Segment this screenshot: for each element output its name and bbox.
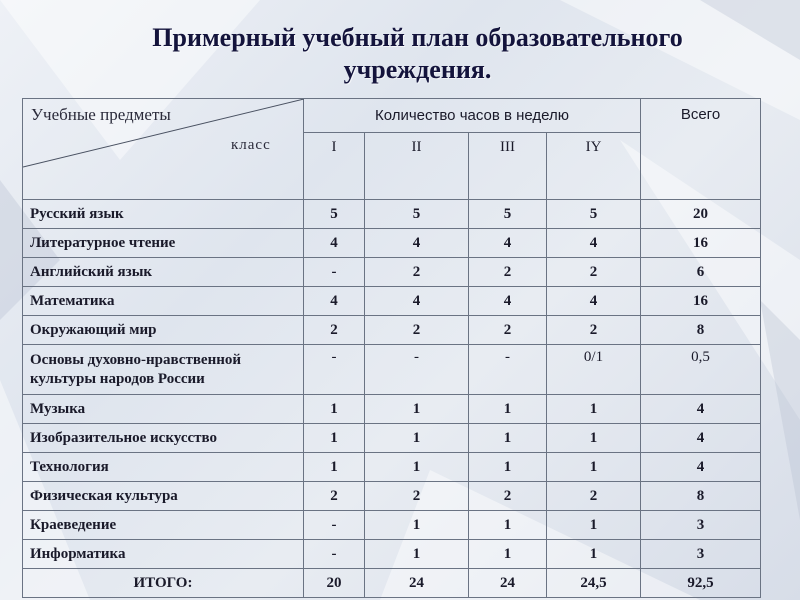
hours-cell: - — [304, 540, 365, 569]
table-row — [23, 200, 761, 229]
class-header: класс — [231, 137, 271, 153]
hours-cell: 4 — [547, 229, 641, 258]
hours-cell: 4 — [547, 287, 641, 316]
totals-cell: 24,5 — [547, 569, 641, 598]
hours-cell: - — [365, 345, 469, 395]
subjects-header: Учебные предметы — [31, 105, 171, 124]
hours-cell: 5 — [365, 200, 469, 229]
total-cell: 8 — [641, 482, 761, 511]
hours-cell: 1 — [547, 424, 641, 453]
hours-cell: 1 — [469, 395, 547, 424]
header-row-1 — [23, 99, 761, 133]
total-cell: 16 — [641, 229, 761, 258]
hours-cell: - — [304, 345, 365, 395]
grand-total-cell: 92,5 — [641, 569, 761, 598]
total-cell: 6 — [641, 258, 761, 287]
hours-cell: 1 — [304, 453, 365, 482]
table-row — [23, 482, 761, 511]
hours-cell: 1 — [304, 424, 365, 453]
hours-cell: - — [304, 258, 365, 287]
hours-cell: 1 — [469, 424, 547, 453]
total-cell: 16 — [641, 287, 761, 316]
hours-cell: 5 — [547, 200, 641, 229]
grade-header-2: II — [365, 133, 469, 200]
page-title — [0, 22, 800, 86]
hours-cell: 1 — [547, 453, 641, 482]
hours-cell: 4 — [365, 287, 469, 316]
hours-cell: 1 — [469, 453, 547, 482]
table-row — [23, 229, 761, 258]
grade-header-3: III — [469, 133, 547, 200]
subject-cell — [23, 345, 304, 395]
subject-cell: Литературное чтение — [23, 229, 304, 258]
hours-cell: 1 — [365, 540, 469, 569]
header-corner-cell — [23, 99, 304, 200]
total-cell: 8 — [641, 316, 761, 345]
grade-header-4: IY — [547, 133, 641, 200]
subject-cell: Английский язык — [23, 258, 304, 287]
hours-cell: 2 — [365, 482, 469, 511]
totals-row — [23, 569, 761, 598]
curriculum-table — [22, 98, 761, 598]
hours-cell: 4 — [304, 287, 365, 316]
hours-cell: 4 — [469, 287, 547, 316]
hours-cell: 1 — [547, 395, 641, 424]
subject-cell: Музыка — [23, 395, 304, 424]
table-row — [23, 258, 761, 287]
subject-line-2: культуры народов России — [30, 370, 205, 387]
hours-cell: 4 — [365, 229, 469, 258]
hours-cell: - — [304, 511, 365, 540]
hours-cell: 2 — [469, 316, 547, 345]
hours-cell: 1 — [365, 453, 469, 482]
total-cell: 4 — [641, 395, 761, 424]
hours-cell: 1 — [365, 424, 469, 453]
total-header: Всего — [641, 99, 761, 200]
title-line-1: Примерный учебный план образовательного — [152, 23, 683, 52]
hours-cell: 1 — [469, 540, 547, 569]
grade-header-1: I — [304, 133, 365, 200]
hours-cell: 2 — [469, 482, 547, 511]
hours-cell: 1 — [547, 511, 641, 540]
total-cell: 4 — [641, 453, 761, 482]
total-cell: 3 — [641, 511, 761, 540]
totals-cell: 24 — [365, 569, 469, 598]
total-cell: 20 — [641, 200, 761, 229]
hours-cell: 2 — [304, 482, 365, 511]
table-row — [23, 453, 761, 482]
subject-cell: Русский язык — [23, 200, 304, 229]
title-line-2: учреждения. — [343, 55, 492, 84]
hours-cell: - — [469, 345, 547, 395]
table-row — [23, 287, 761, 316]
table-row — [23, 540, 761, 569]
subject-line-1: Основы духовно-нравственной — [30, 351, 242, 368]
table-row — [23, 395, 761, 424]
table-row — [23, 345, 761, 395]
totals-cell: 24 — [469, 569, 547, 598]
subject-cell: Математика — [23, 287, 304, 316]
hours-header: Количество часов в неделю — [304, 99, 641, 133]
hours-cell: 2 — [304, 316, 365, 345]
subject-cell: Окружающий мир — [23, 316, 304, 345]
hours-cell: 2 — [469, 258, 547, 287]
hours-cell: 1 — [365, 395, 469, 424]
hours-cell: 4 — [304, 229, 365, 258]
hours-cell: 4 — [469, 229, 547, 258]
subject-cell: Изобразительное искусство — [23, 424, 304, 453]
hours-cell: 5 — [304, 200, 365, 229]
hours-cell: 2 — [547, 316, 641, 345]
hours-cell: 2 — [365, 316, 469, 345]
subject-cell: Физическая культура — [23, 482, 304, 511]
subject-cell: Краеведение — [23, 511, 304, 540]
totals-label: ИТОГО: — [23, 569, 304, 598]
hours-cell: 1 — [304, 395, 365, 424]
hours-cell: 1 — [547, 540, 641, 569]
hours-cell: 0/1 — [547, 345, 641, 395]
hours-cell: 1 — [469, 511, 547, 540]
totals-cell: 20 — [304, 569, 365, 598]
total-cell: 4 — [641, 424, 761, 453]
total-cell: 0,5 — [641, 345, 761, 395]
hours-cell: 2 — [547, 482, 641, 511]
hours-cell: 5 — [469, 200, 547, 229]
total-cell: 3 — [641, 540, 761, 569]
hours-cell: 2 — [547, 258, 641, 287]
hours-cell: 1 — [365, 511, 469, 540]
table-row — [23, 424, 761, 453]
subject-cell: Технология — [23, 453, 304, 482]
table-row — [23, 316, 761, 345]
subject-cell: Информатика — [23, 540, 304, 569]
hours-cell: 2 — [365, 258, 469, 287]
table-row — [23, 511, 761, 540]
